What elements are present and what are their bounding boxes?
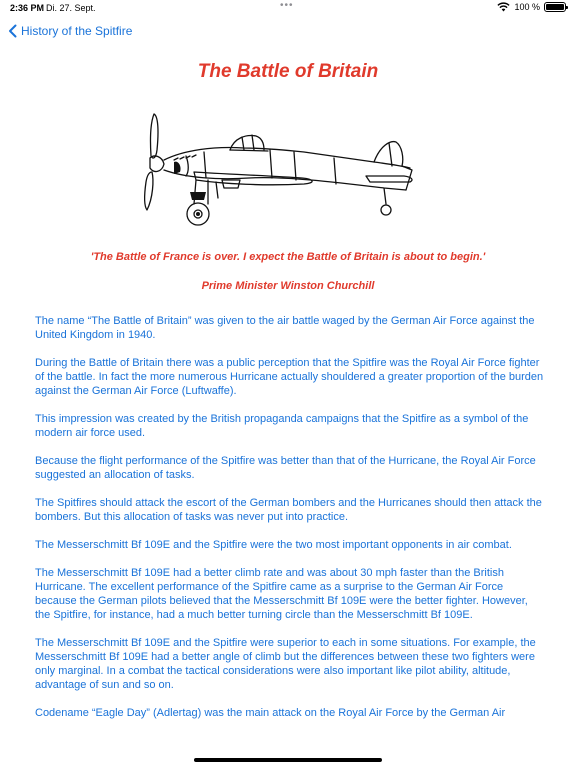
paragraph: Codename “Eagle Day” (Adlertag) was the main attack on the Royal Air Force by the German Air [35,707,506,719]
status-time: 2:36 PM [10,3,45,13]
status-indicators [497,2,566,12]
back-button[interactable] [8,24,132,38]
article-body [35,314,545,734]
status-date: Di. 27. Sept. [46,3,96,13]
multitasking-dots[interactable]: ••• [280,0,294,11]
paragraph: The name “The Battle of Britain” was given to the air battle waged by the German Air Force against the United Kingdom in 1940. [35,315,535,341]
battery-percent: 100 % [514,2,540,12]
battery-icon [544,2,566,12]
paragraph: The Spitfires should attack the escort of the German bombers and the Hurricanes should then attack the bombers. But this allocation of tasks was never put into practice. [35,497,542,523]
quote-author: Prime Minister Winston Churchill [201,280,375,292]
battery-fill [546,4,564,10]
paragraph: The Messerschmitt Bf 109E and the Spitfire were superior to each in some situations. For example, the Messerschmitt Bf 109E had a better angle of climb but the differences between these two fighters were only marginal. In a combat the tactical considerations were also important like pilot ability, altitude, advantage of sun and so on. [35,637,536,691]
back-button-label: History of the Spitfire [21,24,133,38]
churchill-quote: 'The Battle of France is over. I expect the Battle of Britain is about to begin.' [90,251,486,263]
paragraph: The Messerschmitt Bf 109E and the Spitfire were the two most important opponents in air combat. [35,539,512,551]
spitfire-illustration [134,110,426,230]
paragraph: Because the flight performance of the Spitfire was better than that of the Hurricane, the Royal Air Force suggested an allocation of tasks. [35,455,536,481]
chevron-left-icon [8,24,17,38]
paragraph: During the Battle of Britain there was a public perception that the Spitfire was the Royal Air Force fighter of the battle. In fact the more numerous Hurricane actually shouldered a greater proportion of the burden against the German Air Force (Luftwaffe). [35,357,544,397]
paragraph: The Messerschmitt Bf 109E had a better climb rate and was about 30 mph faster than the British Hurricane. The excellent performance of the Spitfire came as a surprise to the German Air Force because the German pilots believed that the Messerschmitt Bf 109E were the better fighter. However, the Spitfire, for instance, had a much better turning circle than the Messerschmitt Bf 109E. [35,567,528,621]
wifi-icon [497,2,510,12]
status-bar [0,0,576,18]
page-title: The Battle of Britain [197,61,379,82]
paragraph: This impression was created by the British propaganda campaigns that the Spitfire as a symbol of the modern air force used. [35,413,529,439]
home-indicator[interactable] [194,758,382,762]
